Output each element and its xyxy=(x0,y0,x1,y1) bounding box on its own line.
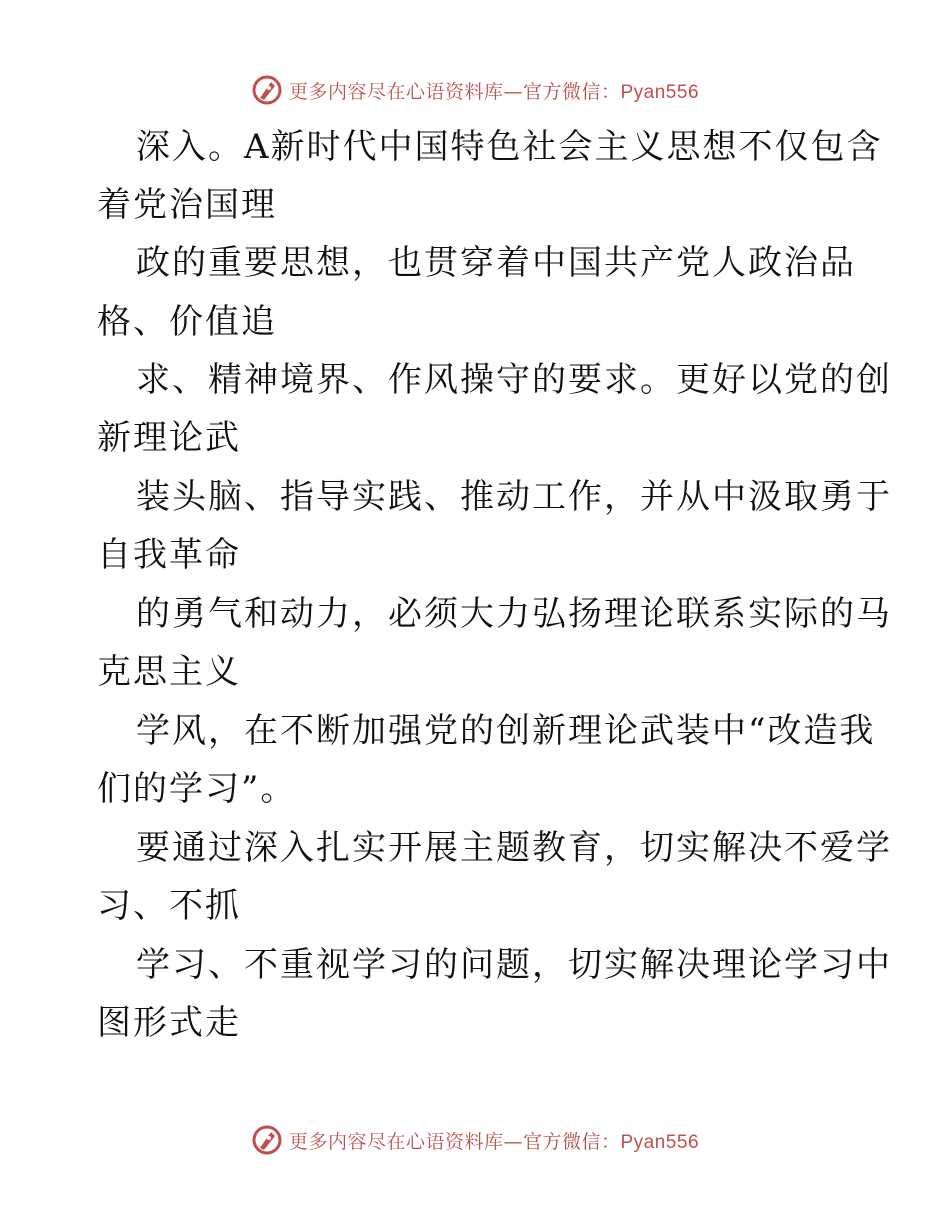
watermark-text xyxy=(289,1127,699,1154)
watermark-text xyxy=(289,77,699,104)
watermark-wechat-label: 官方微信： xyxy=(522,80,621,103)
text-line: 装头脑、指导实践、推动工作，并从中汲取勇于 xyxy=(136,477,892,517)
watermark-main: 更多内容尽在心语资料库 xyxy=(288,80,504,103)
text-line: 学习、不重视学习的问题，切实解决理论学习中 xyxy=(136,945,892,985)
text-line: 们的学习”。 xyxy=(97,769,297,809)
text-line: 克思主义 xyxy=(97,652,241,692)
pen-nib-logo-icon xyxy=(251,1124,283,1156)
text-line: 深入。A新时代中国特色社会主义思想不仅包含 xyxy=(136,127,883,167)
text-line: 政的重要思想，也贯穿着中国共产党人政治品 xyxy=(136,243,856,283)
text-line: 新理论武 xyxy=(97,418,241,458)
text-line: 要通过深入扎实开展主题教育，切实解决不爱学 xyxy=(136,828,892,868)
watermark-wechat-id: Pyan556 xyxy=(620,1131,700,1153)
watermark-separator: — xyxy=(503,1130,523,1153)
watermark-wechat-label: 官方微信： xyxy=(522,1130,621,1153)
watermark-wechat-id: Pyan556 xyxy=(620,81,700,103)
text-line: 自我革命 xyxy=(97,535,241,575)
text-line: 求、精神境界、作风操守的要求。更好以党的创 xyxy=(136,360,892,400)
text-line: 图形式走 xyxy=(97,1003,241,1043)
pen-nib-logo-icon xyxy=(251,74,283,106)
text-line: 着党治国理 xyxy=(97,185,277,225)
text-line: 格、价值追 xyxy=(97,302,277,342)
text-line: 的勇气和动力，必须大力弘扬理论联系实际的马 xyxy=(136,594,892,634)
watermark-separator: — xyxy=(503,80,523,103)
header-watermark xyxy=(0,70,950,110)
text-line: 学风，在不断加强党的创新理论武装中“改造我 xyxy=(136,711,876,751)
text-line: 习、不抓 xyxy=(97,886,241,926)
footer-watermark xyxy=(0,1120,950,1160)
watermark-main: 更多内容尽在心语资料库 xyxy=(288,1130,504,1153)
